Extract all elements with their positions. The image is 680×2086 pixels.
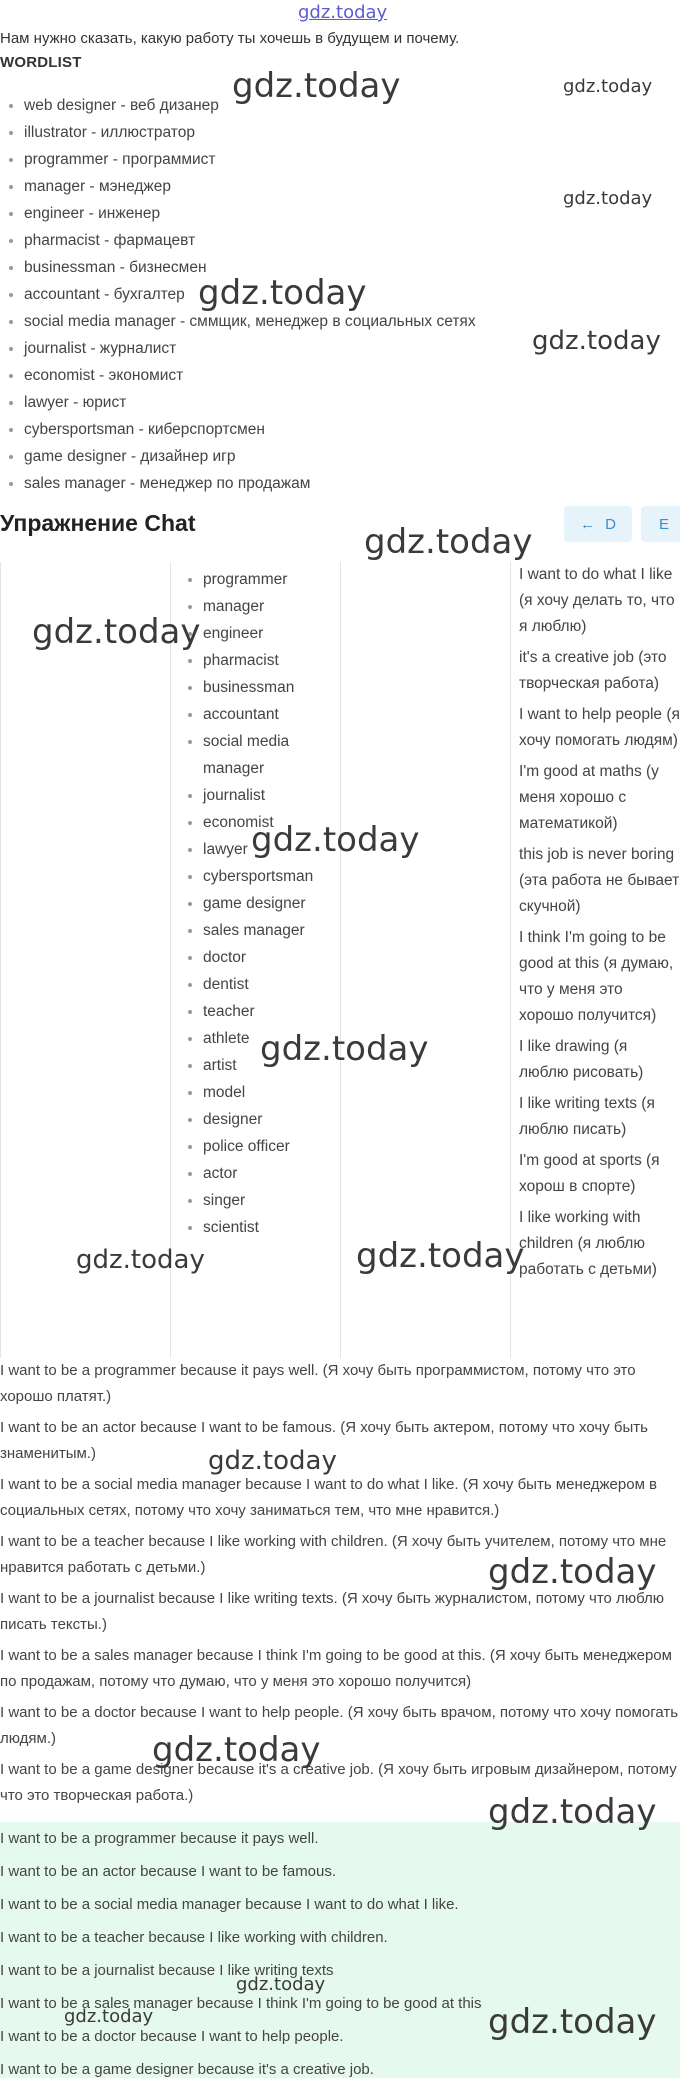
watermark: gdz.today xyxy=(32,612,201,652)
wordlist-item: • businessman - бизнесмен xyxy=(24,254,476,281)
job-item: • pharmacist xyxy=(203,647,341,674)
watermark: gdz.today xyxy=(356,1236,525,1276)
site-logo[interactable]: gdz.today xyxy=(298,2,388,23)
sentence: I want to be a game designer because it's a creative job. (Я хочу быть игровым дизайнером, потому что это творческая работа.) xyxy=(0,1761,677,1804)
reason-item: I want to do what I like (я хочу делать то, что я люблю) xyxy=(519,566,675,635)
watermark: gdz.today xyxy=(364,522,533,562)
job-item: • police officer xyxy=(203,1133,341,1160)
answer-line: I want to be a journalist because I like writing texts xyxy=(0,1962,334,1979)
sentence: I want to be a teacher because I like working with children. (Я хочу быть учителем, потому что мне нравится работать с детьми.) xyxy=(0,1533,667,1576)
wordlist-item: • manager - мэнеджер xyxy=(24,173,476,200)
answer-line: I want to be a sales manager because I think I'm going to be good at this xyxy=(0,1995,482,2012)
wordlist-item: • social media manager - сммщик, менеджер в социальных сетях xyxy=(24,308,476,335)
wordlist-item: • sales manager - менеджер по продажам xyxy=(24,470,476,497)
reason-item: I like drawing (я люблю рисовать) xyxy=(519,1038,644,1081)
wordlist-item: • web designer - веб дизанер xyxy=(24,92,476,119)
job-item: • teacher xyxy=(203,998,341,1025)
watermark: gdz.today xyxy=(260,1029,429,1069)
task-intro: Нам нужно сказать, какую работу ты хочешь в будущем и почему. xyxy=(0,30,460,47)
reasons-list xyxy=(511,562,680,1283)
job-item: • businessman xyxy=(203,674,341,701)
reason-item: I think I'm going to be good at this (я думаю, что у меня это хорошо получится) xyxy=(519,929,674,1024)
job-item: • lawyer xyxy=(203,836,341,863)
sentence: I want to be an actor because I want to be famous. (Я хочу быть актером, потому что хочу быть знаменитым.) xyxy=(0,1419,648,1462)
answer-line: I want to be a teacher because I like working with children. xyxy=(0,1929,388,1946)
prev-exercise-button[interactable] xyxy=(564,506,632,542)
watermark: gdz.today xyxy=(236,1974,326,1995)
watermark: gdz.today xyxy=(532,326,661,356)
answer-line: I want to be a game designer because it's a creative job. xyxy=(0,2061,374,2078)
job-item: • accountant xyxy=(203,701,341,728)
reason-item: it's a creative job (это творческая работа) xyxy=(519,649,667,692)
answer-line: I want to be a doctor because I want to help people. xyxy=(0,2028,344,2045)
job-item: • programmer xyxy=(203,566,341,593)
watermark: gdz.today xyxy=(563,188,653,209)
sentence: I want to be a journalist because I like writing texts. (Я хочу быть журналистом, потому что люблю писать тексты.) xyxy=(0,1590,664,1633)
wordlist-item: • illustrator - иллюстратор xyxy=(24,119,476,146)
table-column-jobs xyxy=(170,562,341,1358)
reason-item: I'm good at maths (у меня хорошо с математикой) xyxy=(519,763,659,832)
job-item: • athlete xyxy=(203,1025,341,1052)
wordlist-item: • engineer - инженер xyxy=(24,200,476,227)
job-item: • scientist xyxy=(203,1214,341,1241)
reason-item: I like working with children (я люблю работать с детьми) xyxy=(519,1209,657,1278)
watermark: gdz.today xyxy=(488,1552,657,1592)
wordlist-item: • pharmacist - фармацевт xyxy=(24,227,476,254)
exercise-title: Упражнение Chat xyxy=(0,510,196,536)
job-item: • cybersportsman xyxy=(203,863,341,890)
arrow-left-icon: ← xyxy=(580,515,596,533)
job-item: • engineer xyxy=(203,620,341,647)
wordlist-item: • lawyer - юрист xyxy=(24,389,476,416)
wordlist-item: • programmer - программист xyxy=(24,146,476,173)
job-item: • social media manager xyxy=(203,728,341,782)
wordlist-item: • cybersportsman - киберспортсмен xyxy=(24,416,476,443)
answer-line: I want to be an actor because I want to be famous. xyxy=(0,1863,337,1880)
next-exercise-button[interactable] xyxy=(641,506,680,542)
watermark: gdz.today xyxy=(488,2002,657,2042)
watermark: gdz.today xyxy=(76,1245,205,1275)
wordlist-item: • game designer - дизайнер игр xyxy=(24,443,476,470)
job-item: • doctor xyxy=(203,944,341,971)
watermark: gdz.today xyxy=(198,273,367,313)
job-item: • manager xyxy=(203,593,341,620)
jobs-list xyxy=(171,562,341,1241)
job-item: • sales manager xyxy=(203,917,341,944)
reason-item: this job is never boring (эта работа не бывает скучной) xyxy=(519,846,680,915)
wordlist-item: • accountant - бухгалтер xyxy=(24,281,476,308)
sentence: I want to be a sales manager because I think I'm going to be good at this. (Я хочу быть менеджером по продажам, потому что думаю, что у меня это хорошо получится) xyxy=(0,1647,672,1690)
job-item: • dentist xyxy=(203,971,341,998)
watermark: gdz.today xyxy=(563,76,653,97)
watermark: gdz.today xyxy=(232,66,401,106)
job-item: • designer xyxy=(203,1106,341,1133)
table-column-reasons xyxy=(510,562,680,1358)
job-item: • artist xyxy=(203,1052,341,1079)
job-item: • journalist xyxy=(203,782,341,809)
prev-exercise-label: D xyxy=(605,515,616,533)
chat-table xyxy=(0,562,680,1358)
job-item: • singer xyxy=(203,1187,341,1214)
job-item: • model xyxy=(203,1079,341,1106)
wordlist-title: WORDLIST xyxy=(0,54,82,71)
answer-line: I want to be a programmer because it pays well. xyxy=(0,1830,319,1847)
wordlist-item: • journalist - журналист xyxy=(24,335,476,362)
next-exercise-label: E xyxy=(659,515,670,533)
table-column-empty xyxy=(0,562,171,1358)
sentence: I want to be a doctor because I want to help people. (Я хочу быть врачом, потому что хочу помогать людям.) xyxy=(0,1704,679,1747)
job-item: • actor xyxy=(203,1160,341,1187)
watermark: gdz.today xyxy=(64,2006,154,2027)
reason-item: I'm good at sports (я хорош в спорте) xyxy=(519,1152,660,1195)
sentence: I want to be a programmer because it pays well. (Я хочу быть программистом, потому что это хорошо платят.) xyxy=(0,1362,636,1405)
reason-item: I want to help people (я хочу помогать людям) xyxy=(519,706,680,749)
watermark: gdz.today xyxy=(208,1446,337,1476)
watermark: gdz.today xyxy=(152,1730,321,1770)
wordlist-item: • economist - экономист xyxy=(24,362,476,389)
watermark: gdz.today xyxy=(251,820,420,860)
watermark: gdz.today xyxy=(488,1792,657,1832)
sentence: I want to be a social media manager because I want to do what I like. (Я хочу быть менеджером в социальных сетях, потому что хочу заниматься тем, что мне нравится.) xyxy=(0,1476,658,1519)
job-item: • game designer xyxy=(203,890,341,917)
job-item: • economist xyxy=(203,809,341,836)
answer-line: I want to be a social media manager because I want to do what I like. xyxy=(0,1896,459,1913)
reason-item: I like writing texts (я люблю писать) xyxy=(519,1095,655,1138)
